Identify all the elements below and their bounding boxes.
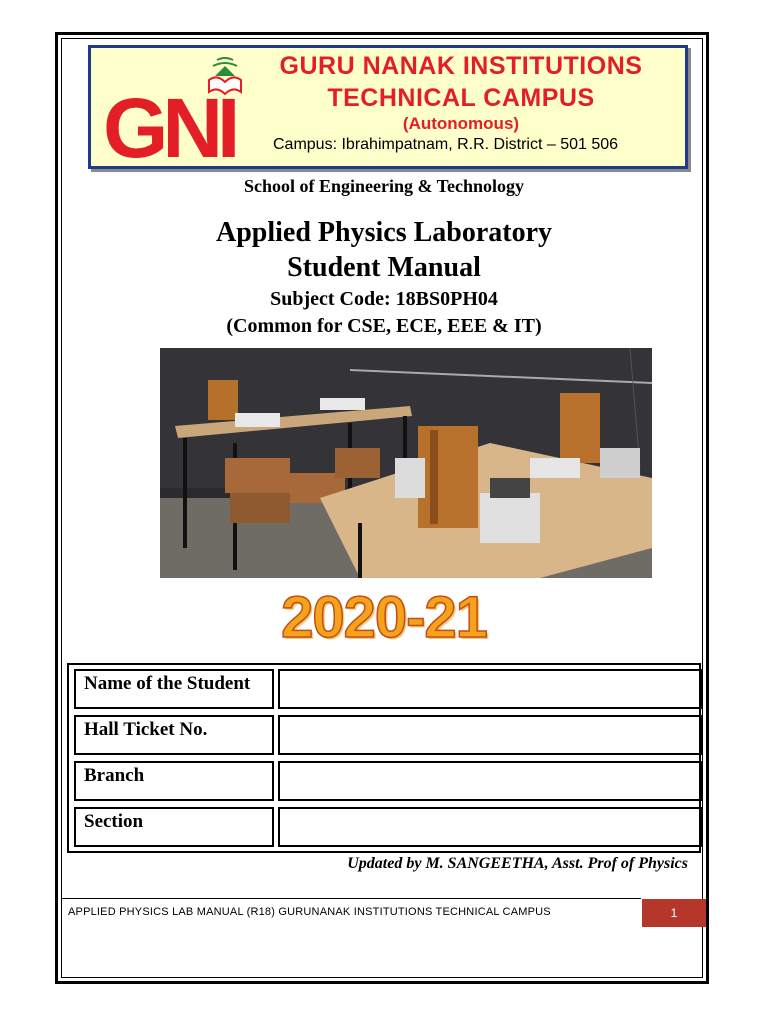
table-row: [74, 761, 694, 801]
school-name: School of Engineering & Technology: [243, 176, 525, 196]
field-label-section: Section: [74, 807, 274, 847]
table-row: [74, 807, 694, 847]
academic-year: 2020-21: [281, 585, 487, 650]
institution-status: (Autonomous): [402, 114, 520, 133]
field-label-hall-ticket: Hall Ticket No.: [74, 715, 274, 755]
field-label-student-name: Name of the Student: [74, 669, 274, 709]
student-name-field[interactable]: [278, 669, 702, 709]
student-details-table: [67, 663, 701, 853]
footer-text: APPLIED PHYSICS LAB MANUAL (R18) GURUNANAK INSTITUTIONS TECHNICAL CAMPUS: [68, 906, 551, 918]
section-field[interactable]: [278, 807, 702, 847]
field-label-branch: Branch: [74, 761, 274, 801]
lab-equipment-illustration: [160, 348, 652, 578]
institution-name-line2: TECHNICAL CAMPUS: [327, 84, 595, 112]
institution-logo: [103, 56, 253, 175]
institution-banner: [88, 45, 688, 175]
hall-ticket-field[interactable]: [278, 715, 702, 755]
logo-wordmark: GNI: [103, 81, 235, 175]
manual-title-line2: Student Manual: [287, 252, 481, 283]
institution-name-line1: GURU NANAK INSTITUTIONS: [279, 52, 643, 80]
table-row: [74, 669, 694, 709]
common-branches: (Common for CSE, ECE, EEE & IT): [226, 315, 542, 337]
footer-divider: [61, 898, 641, 899]
author-credit: Updated by M. SANGEETHA, Asst. Prof of Physics: [347, 855, 688, 872]
branch-field[interactable]: [278, 761, 702, 801]
table-row: [74, 715, 694, 755]
manual-title-line1: Applied Physics Laboratory: [215, 217, 553, 248]
lab-photo: [160, 348, 652, 578]
campus-address: Campus: Ibrahimpatnam, R.R. District – 501 506: [273, 136, 619, 153]
subject-code: Subject Code: 18BS0PH04: [270, 288, 498, 310]
page-number-badge: 1: [642, 899, 706, 927]
